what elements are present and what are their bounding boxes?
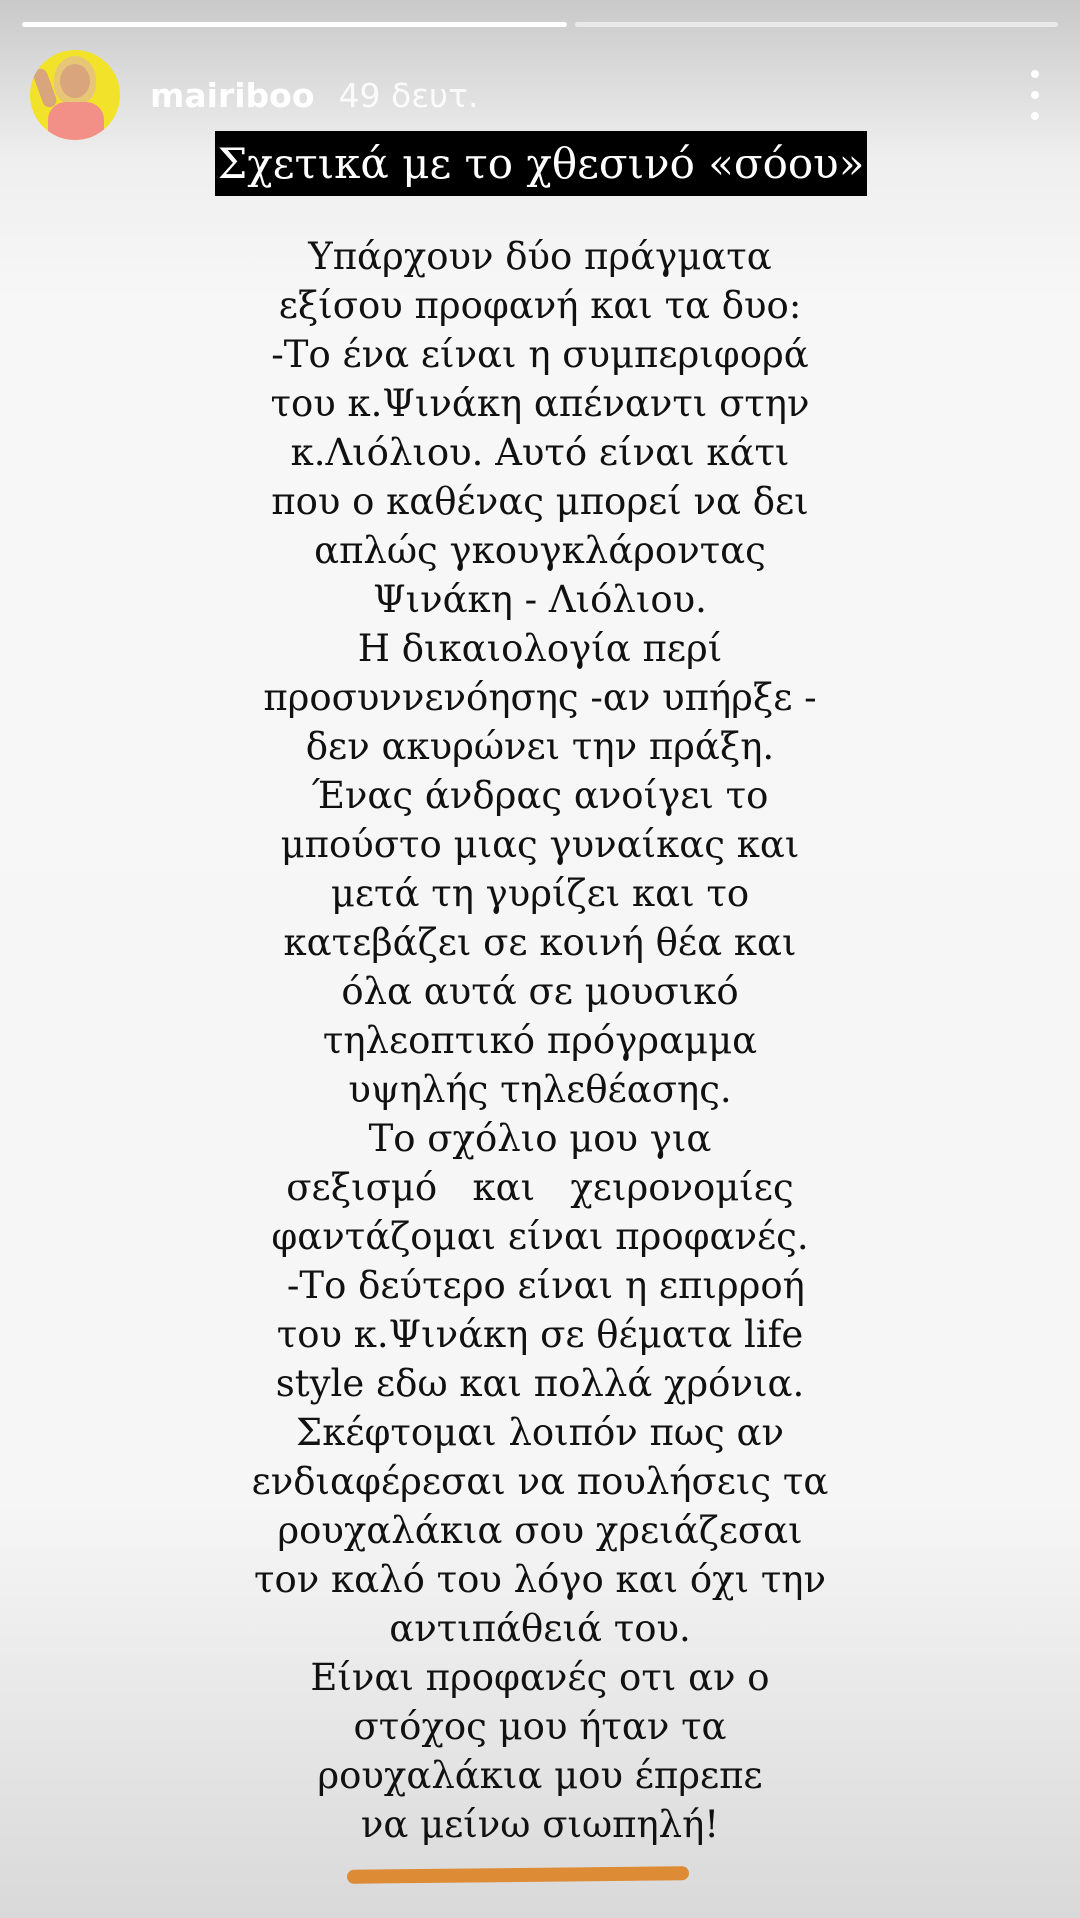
body-line: να μείνω σιωπηλή! [360,1803,720,1846]
body-line: απλώς γκουγκλάροντας [314,529,766,572]
body-line: εξίσου προφανή και τα δυο: [278,284,802,327]
avatar[interactable] [30,50,120,140]
body-line: Ένας άνδρας ανοίγει το [311,774,769,817]
progress-segment-2 [575,22,1058,27]
body-line: Το σχόλιο μου για [368,1117,712,1160]
highlight-underline [347,1866,689,1884]
body-line: ρουχαλάκια μου έπρεπε [317,1754,763,1797]
post-time: 49 δευτ. [338,75,479,115]
more-options-icon[interactable] [1020,66,1050,124]
story-title: Σχετικά με το χθεσινό «σόου» [215,131,867,196]
story-progress-bar [22,22,1058,28]
body-line: του κ.Ψινάκη απέναντι στην [270,382,810,425]
body-line: ρουχαλάκια σου χρειάζεσαι [277,1509,803,1552]
body-line: -Το ένα είναι η συμπεριφορά [271,333,809,376]
body-line: αντιπάθειά του. [389,1607,691,1650]
body-line: τηλεοπτικό πρόγραμμα [322,1019,758,1062]
body-line: ενδιαφέρεσαι να πουλήσεις τα [251,1460,829,1503]
body-line: στόχος μου ήταν τα [353,1705,727,1748]
body-line: Ψινάκη - Λιόλιου. [373,578,707,621]
body-line: φαντάζομαι είναι προφανές. [271,1215,809,1258]
body-line: style εδω και πολλά χρόνια. [275,1362,805,1405]
body-line: του κ.Ψινάκη σε θέματα life [276,1313,804,1356]
body-line: -Το δεύτερο είναι η επιρροή [275,1264,805,1307]
body-line: που ο καθένας μπορεί να δει [271,480,809,523]
body-line: τον καλό του λόγο και όχι την [254,1558,826,1601]
story-body-text [150,232,930,1849]
body-line: δεν ακυρώνει την πράξη. [305,725,775,768]
username[interactable]: mairiboo [150,75,315,115]
body-line: σεξισμό και χειρονομίες [286,1166,794,1209]
body-line: μετά τη γυρίζει και το [330,872,750,915]
body-line: κατεβάζει σε κοινή θέα και [283,921,797,964]
body-line: όλα αυτά σε μουσικό [341,970,739,1013]
body-line: κ.Λιόλιου. Αυτό είναι κάτι [290,431,790,474]
story-header [30,50,1050,140]
body-line: Είναι προφανές οτι αν ο [310,1656,770,1699]
body-line: μπούστο μιας γυναίκας και [280,823,800,866]
progress-segment-1 [22,22,567,27]
body-line: υψηλής τηλεθέασης. [348,1068,732,1111]
body-line: Η δικαιολογία περί [357,627,723,670]
body-line: Σκέφτομαι λοιπόν πως αν [296,1411,784,1454]
body-line: Υπάρχουν δύο πράγματα [308,235,772,278]
body-line: προσυννενόησης -αν υπήρξε - [263,676,817,719]
